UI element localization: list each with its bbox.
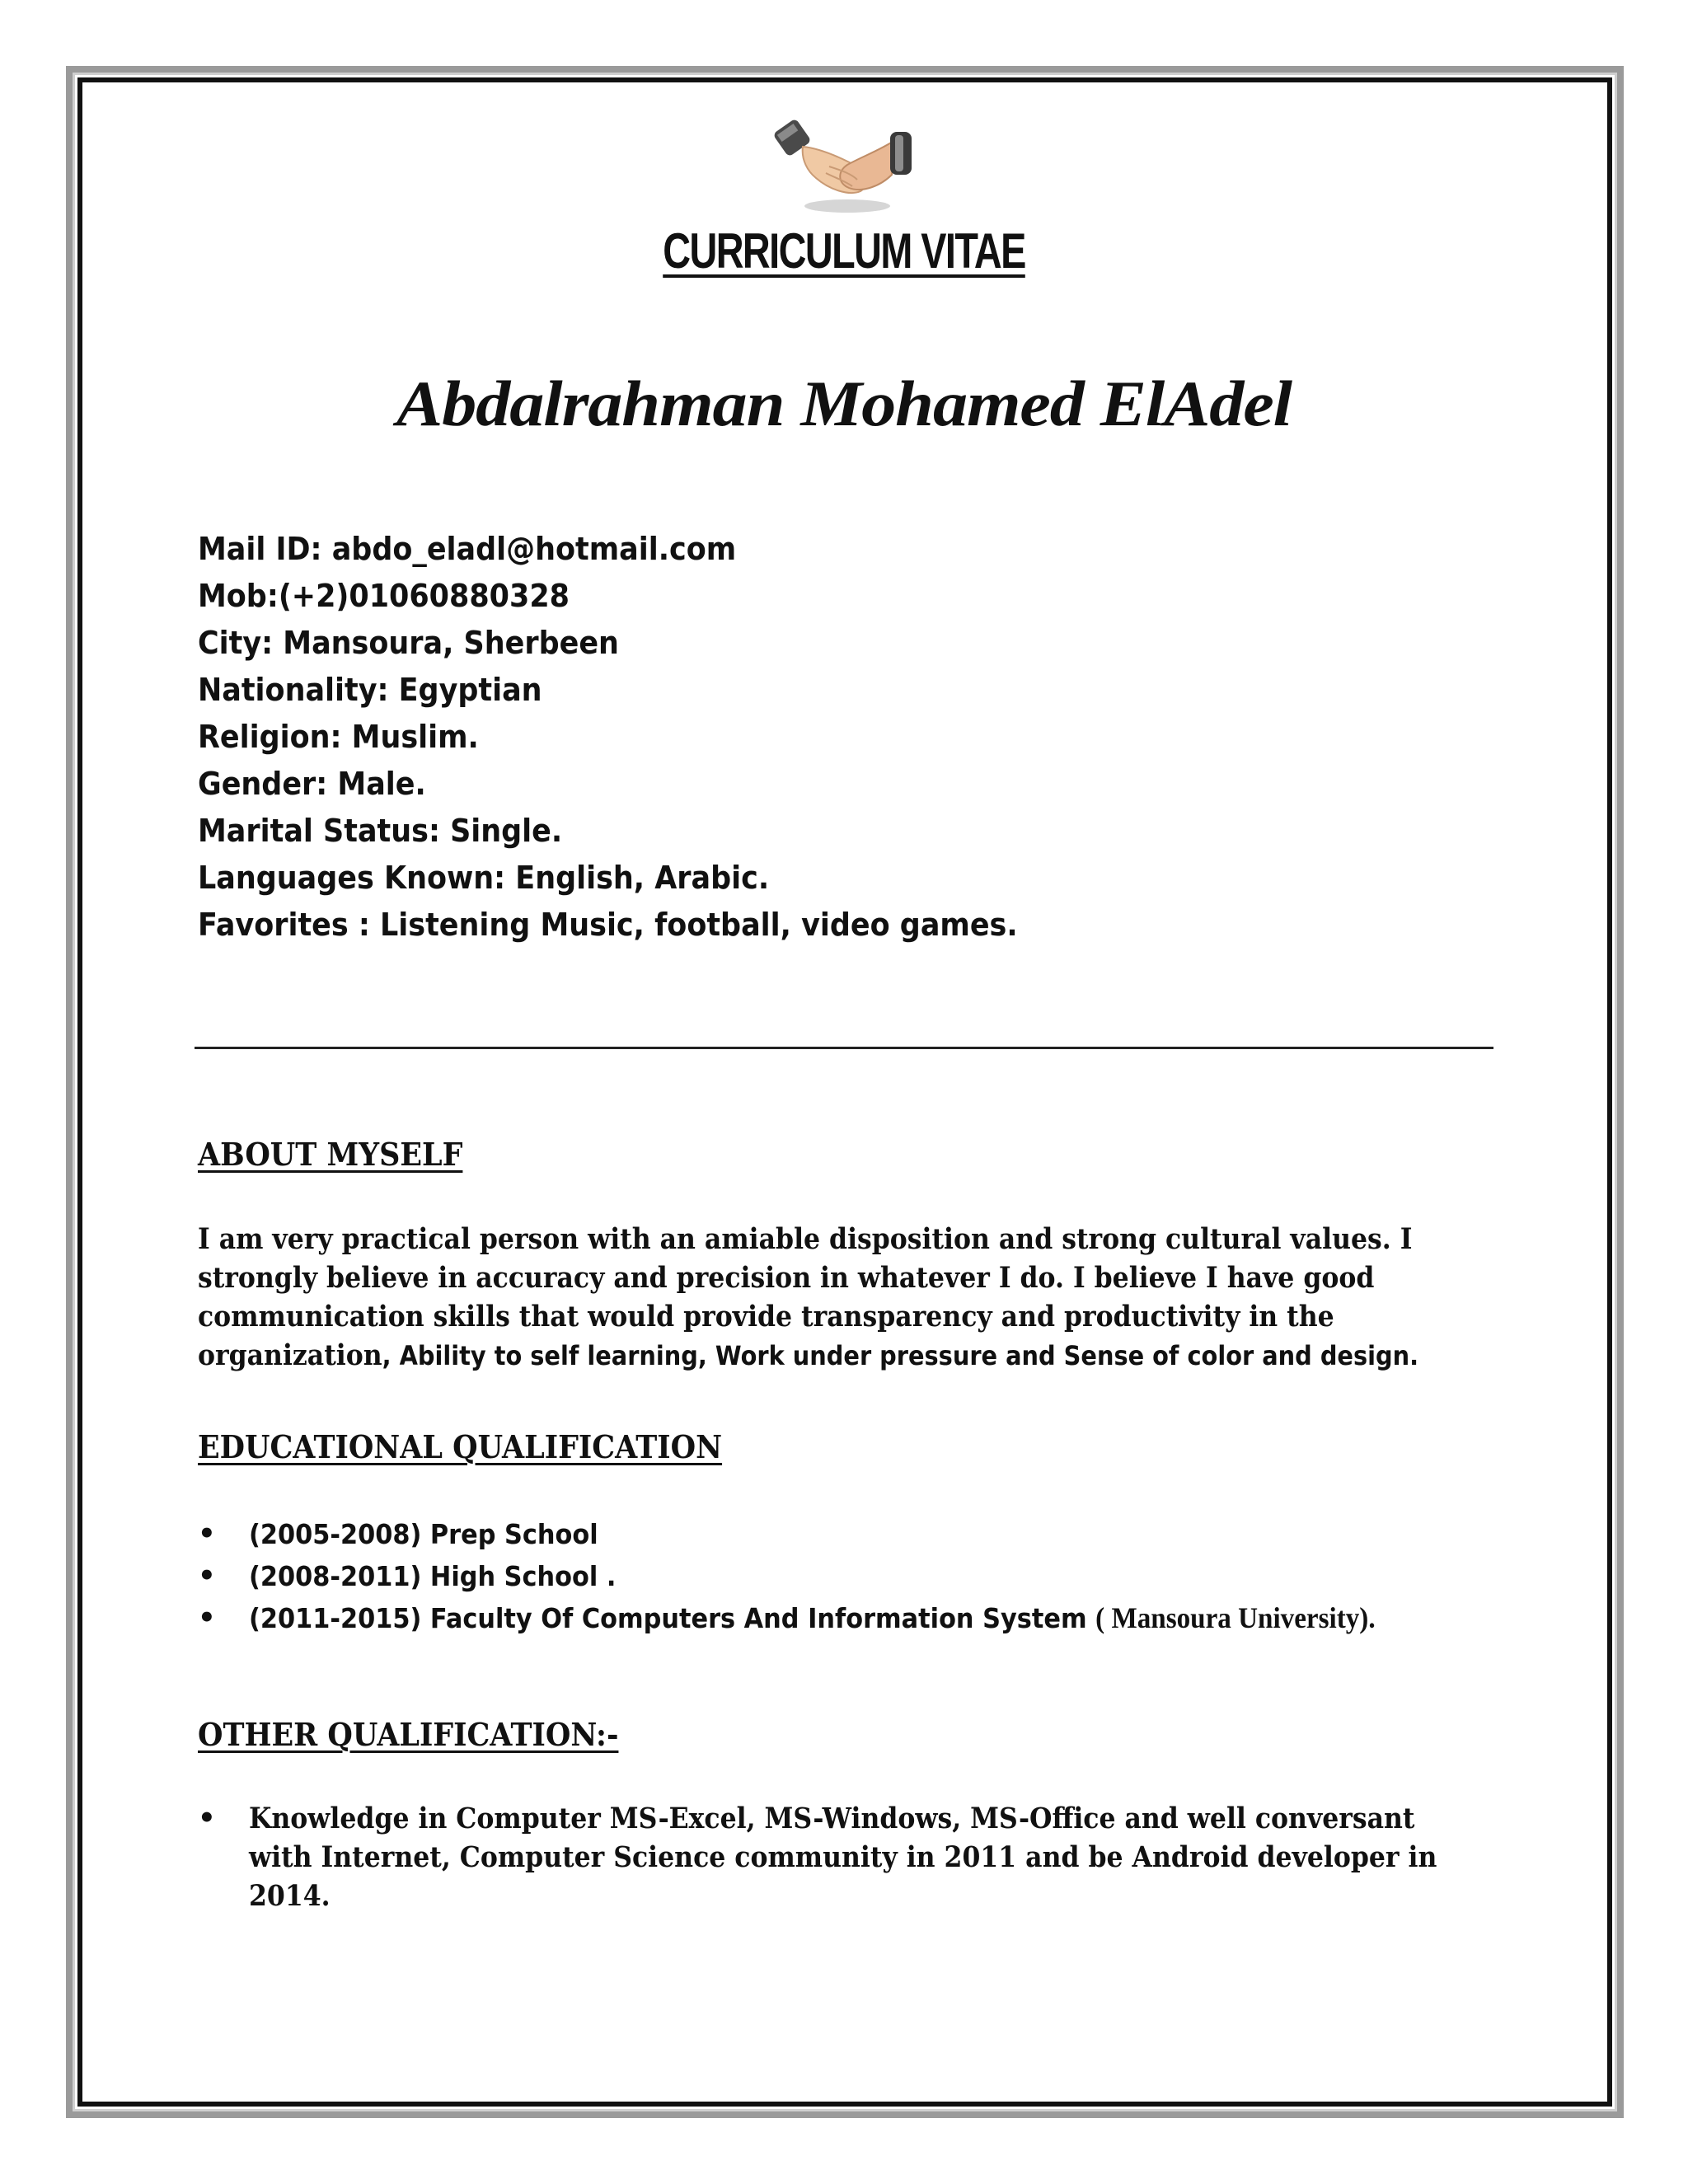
other-item-text: [249, 1799, 1569, 1915]
other-qualification-list: [198, 1799, 1569, 1915]
list-item: [198, 1513, 1473, 1555]
handshake-icon: [771, 107, 920, 223]
contact-details: [198, 526, 1089, 949]
contact-languages: Languages Known: English, Arabic.: [198, 860, 770, 896]
contact-favorites: Favorites : Listening Music, football, video games.: [198, 907, 1018, 943]
list-item: [198, 1597, 1473, 1639]
about-line: communication skills that would provide transparency and productivity in the: [198, 1300, 1334, 1333]
about-line: strongly believe in accuracy and precision in whatever I do. I believe I have good: [198, 1261, 1375, 1295]
list-item: [198, 1799, 1569, 1915]
bullet-icon: •: [198, 1601, 216, 1634]
applicant-name: Abdalrahman Mohamed ElAdel: [396, 368, 1292, 439]
education-item-serif-part: ( Mansoura University).: [1095, 1601, 1376, 1634]
other-qualification-heading: OTHER QUALIFICATION:-: [198, 1716, 619, 1753]
document-title: CURRICULUM VITAE: [663, 223, 1025, 279]
contact-religion: Religion: Muslim.: [198, 719, 479, 755]
education-item-sans-part: (2011-2015) Faculty Of Computers And Information System: [249, 1602, 1096, 1634]
about-paragraph: [198, 1220, 1484, 1376]
section-divider: [195, 1047, 1493, 1049]
about-line: [198, 1336, 1419, 1376]
contact-gender: Gender: Male.: [198, 766, 426, 802]
other-item-line: with Internet, Computer Science community in 2011 and be Android developer in: [249, 1840, 1437, 1874]
bullet-icon: •: [198, 1559, 216, 1592]
education-item-text: [249, 1597, 1376, 1639]
other-item-line: 2014.: [249, 1879, 331, 1913]
education-item-text: (2008-2011) High School .: [249, 1560, 617, 1592]
about-line-sans-part: , Ability to self learning, Work under pressure and Sense of color and design.: [382, 1340, 1419, 1371]
other-item-line: Knowledge in Computer MS-Excel, MS-Windows, MS-Office and well conversant: [249, 1802, 1415, 1835]
contact-mobile: Mob:(+2)01060880328: [198, 578, 570, 614]
bullet-icon: •: [198, 1802, 216, 1835]
education-heading: EDUCATIONAL QUALIFICATION: [198, 1428, 723, 1465]
about-line: I am very practical person with an amiable disposition and strong cultural values. I: [198, 1222, 1413, 1256]
about-line-serif-part: organization: [198, 1338, 382, 1372]
about-heading: ABOUT MYSELF: [198, 1136, 463, 1173]
education-item-text: (2005-2008) Prep School: [249, 1518, 598, 1550]
contact-city: City: Mansoura, Sherbeen: [198, 625, 619, 661]
contact-email: Mail ID: abdo_eladl@hotmail.com: [198, 531, 737, 567]
contact-nationality: Nationality: Egyptian: [198, 672, 542, 708]
contact-marital-status: Marital Status: Single.: [198, 813, 563, 849]
list-item: [198, 1555, 1473, 1597]
bullet-icon: •: [198, 1517, 216, 1550]
education-list: [198, 1513, 1473, 1639]
